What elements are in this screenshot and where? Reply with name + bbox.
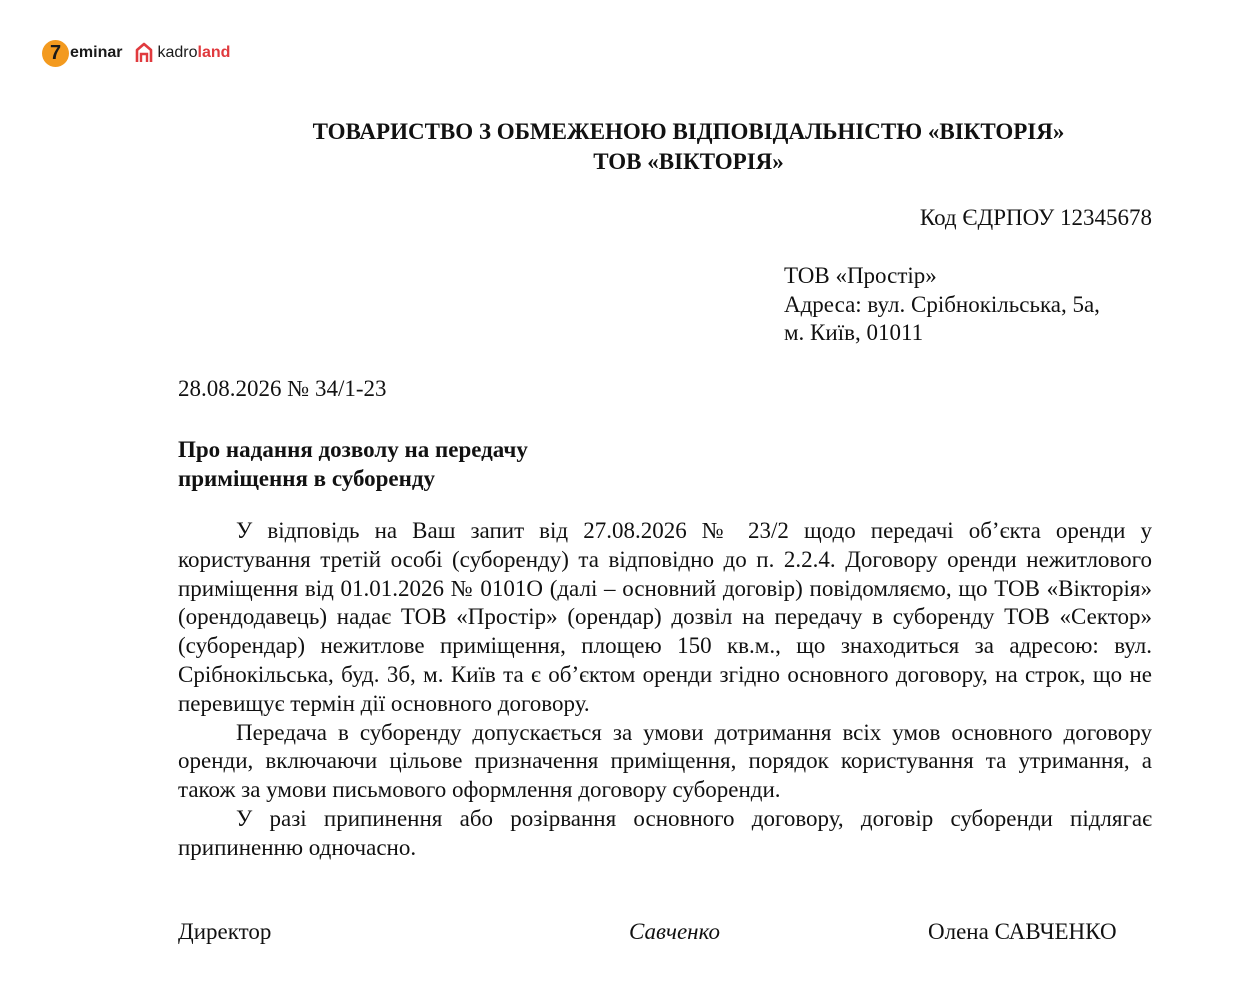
signer-position: Директор: [178, 919, 272, 944]
org-full-name: ТОВАРИСТВО З ОБМЕЖЕНОЮ ВІДПОВІДАЛЬНІСТЮ «ВІКТОРІЯ»: [312, 119, 1065, 144]
outgoing-number: 28.08.2026 № 34/1-23: [178, 376, 387, 401]
subject-line-1: Про надання дозволу на передачу: [178, 437, 528, 462]
kadroland-logo-text-2: land: [197, 44, 231, 61]
kadroland-logo-text: [157, 44, 230, 62]
signer-name: Олена САВЧЕНКО: [928, 919, 1117, 944]
body-paragraph-1: У відповідь на Ваш запит від 27.08.2026 № 23/2 щодо передачі об’єкта оренди у користування третій особі (суборенду) та відповідно до п. 2.2.4. Договору оренди нежитлового приміщення від 01.01.2026 № 0101О (далі – основний договір) повідомляємо, що ТОВ «Вікторія» (орендодавець) надає ТОВ «Простір» (орендар) дозвіл на передачу в суборенду ТОВ «Сектор» (суборендар) нежитлове приміщення, площею 150 кв.м., що знаходиться за адресою: вул. Срібнокільська, буд. 3б, м. Київ та є об’єктом оренди згідно основного договору, на строк, що не перевищує термін дії основного договору.: [178, 518, 1152, 716]
kadroland-house-icon: [134, 42, 154, 64]
letter-subject: [178, 435, 528, 493]
recipient-block: [784, 262, 1100, 348]
organization-header: [0, 117, 1237, 177]
body-paragraph-3: У разі припинення або розірвання основного договору, договір суборенди підлягає припиненню одночасно.: [178, 805, 1152, 860]
letter-body: [178, 517, 1152, 863]
recipient-name: ТОВ «Простір»: [784, 263, 937, 288]
edrpou-code: Код ЄДРПОУ 12345678: [919, 205, 1152, 230]
subject-line-2: приміщення в суборенду: [178, 466, 436, 491]
org-short-name: ТОВ «ВІКТОРІЯ»: [593, 149, 784, 174]
recipient-address-line-2: м. Київ, 01011: [784, 320, 924, 345]
kadroland-logo-text-1: kadro: [157, 44, 198, 61]
handwritten-signature: Савченко: [629, 919, 720, 944]
kadroland-logo: [134, 42, 230, 64]
seminar-logo-digit: 7: [42, 40, 69, 67]
seminar-logo: [42, 40, 122, 67]
logos: [42, 38, 230, 68]
seminar-logo-text: eminar: [70, 44, 123, 61]
body-paragraph-2: Передача в суборенду допускається за умови дотримання всіх умов основного договору оренди, включаючи цільове призначення приміщення, порядок користування та утримання, а також за умови письмового оформлення договору суборенди.: [178, 719, 1152, 803]
recipient-address-line-1: Адреса: вул. Срібнокільська, 5а,: [784, 291, 1100, 317]
